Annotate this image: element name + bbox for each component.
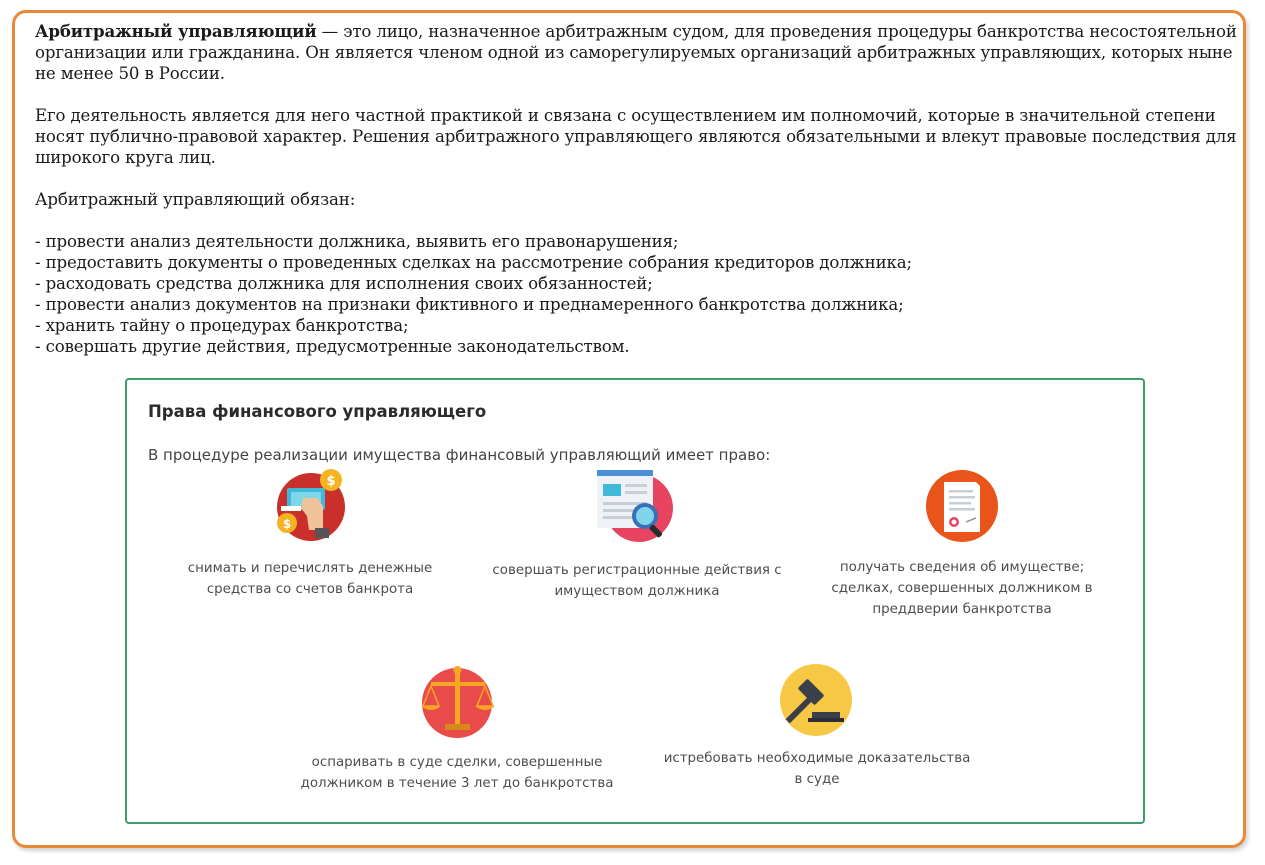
right-caption-3: получать сведения об имуществе; сделках, совершенных должником в преддверии банкротства <box>831 560 1093 617</box>
definition-text: — это лицо, назначенное арбитражным судом, для проведения процедуры банкротства несостоятельной организации или гражданина. Он является членом одной из саморегулируемых организаций арбитражных управляющих, которых ныне не менее 50 в России. <box>35 22 1237 83</box>
money-transfer-icon <box>273 468 353 546</box>
right-caption-1: снимать и перечислять денежные средства со счетов банкрота <box>187 561 433 597</box>
right-caption-5: истребовать необходимые доказательства в суде <box>663 751 971 787</box>
duty-item: - провести анализ документов на признаки фиктивного и преднамеренного банкротства должника; <box>35 295 904 314</box>
card-title: Права финансового управляющего <box>148 402 487 421</box>
svg-text:$: $ <box>282 517 292 531</box>
svg-text:$: $ <box>326 474 336 489</box>
card-intro: В процедуре реализации имущества финансовый управляющий имеет право: <box>148 446 771 464</box>
scales-icon <box>417 662 499 740</box>
rights-card <box>125 378 1145 824</box>
duties-intro: Арбитражный управляющий обязан: <box>35 190 356 209</box>
duty-item: - предоставить документы о проведенных сделках на рассмотрение собрания кредиторов должника; <box>35 253 912 272</box>
certificate-icon <box>924 468 1000 544</box>
gavel-icon <box>778 662 854 738</box>
practice-paragraph: Его деятельность является для него частной практикой и связана с осуществлением им полномочий, которые в значительной степени носят публично-правовой характер. Решения арбитражного управляющего являются обязательными и влекут правовые последствия для широкого круга лиц. <box>35 106 1237 167</box>
article-text <box>35 21 1245 357</box>
duty-item: - расходовать средства должника для исполнения своих обязанностей; <box>35 274 653 293</box>
document-search-icon <box>595 468 677 548</box>
term-bold: Арбитражный управляющий <box>35 21 317 41</box>
duty-item: - хранить тайну о процедурах банкротства; <box>35 316 409 335</box>
duty-item: - совершать другие действия, предусмотренные законодательством. <box>35 337 630 356</box>
right-caption-4: оспаривать в суде сделки, совершенные должником в течение 3 лет до банкротства <box>300 755 614 791</box>
definition-paragraph <box>35 21 1245 84</box>
duty-item: - провести анализ деятельности должника, выявить его правонарушения; <box>35 232 679 251</box>
right-caption-2: совершать регистрационные действия с имуществом должника <box>492 563 782 599</box>
